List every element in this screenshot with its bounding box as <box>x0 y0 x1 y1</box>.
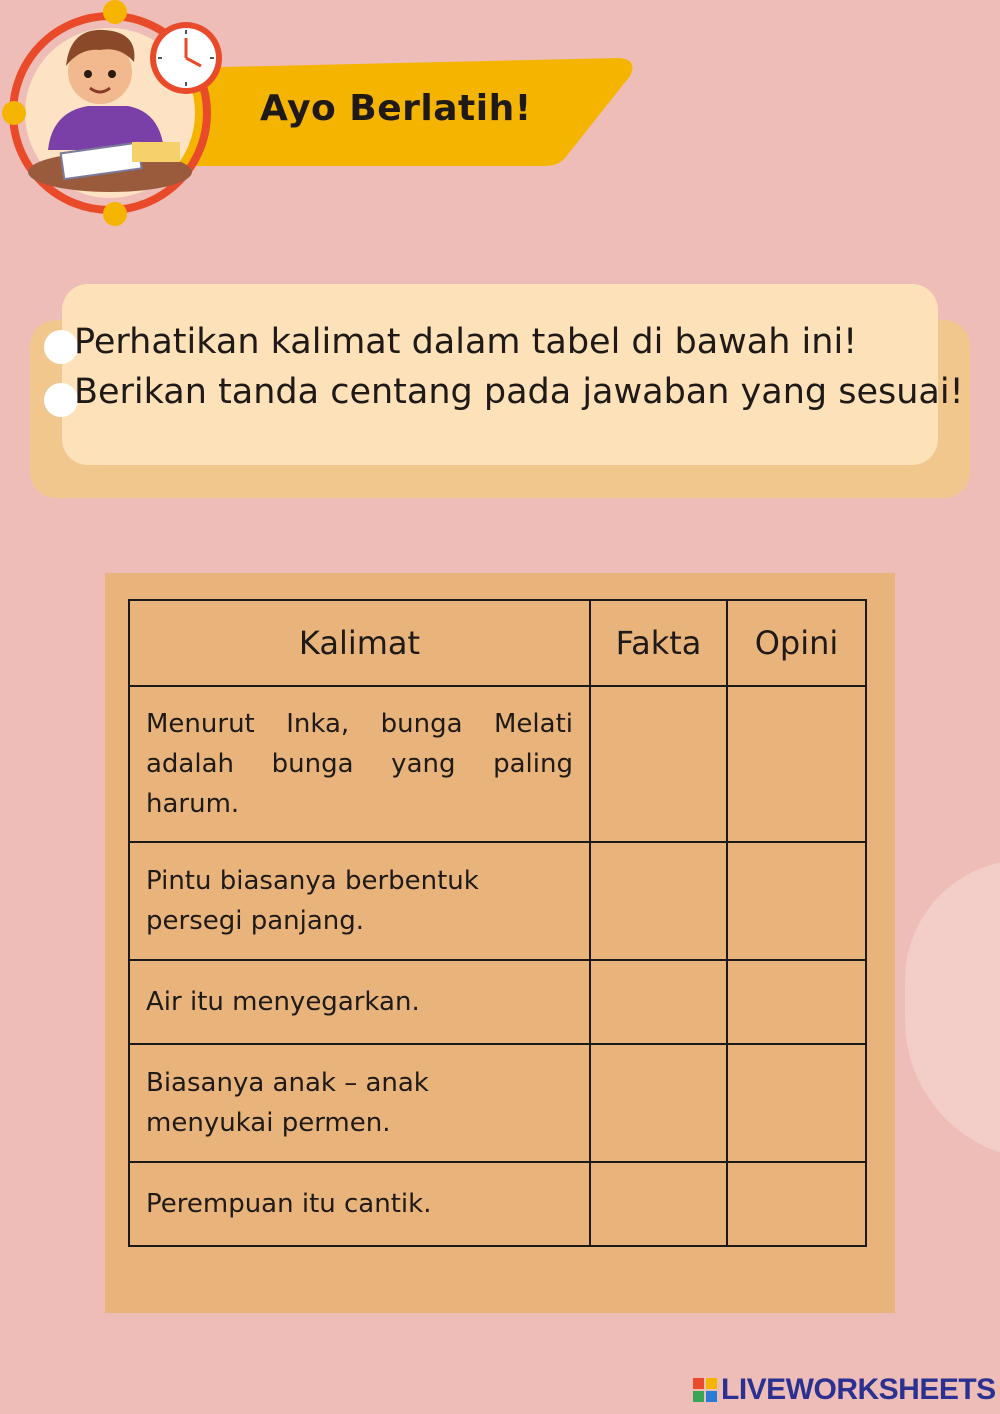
table-row <box>129 842 866 960</box>
page-title: Ayo Berlatih! <box>260 88 532 129</box>
brand-name: LIVEWORKSHEETS <box>721 1373 996 1406</box>
fakta-checkbox-cell[interactable] <box>590 1162 727 1246</box>
sentence-cell: Air itu menyegarkan. <box>129 960 590 1044</box>
header-opini: Opini <box>727 600 866 686</box>
table-row <box>129 960 866 1044</box>
opini-checkbox-cell[interactable] <box>727 686 866 842</box>
opini-checkbox-cell[interactable] <box>727 842 866 960</box>
opini-checkbox-cell[interactable] <box>727 960 866 1044</box>
instruction-line-2: Berikan tanda centang pada jawaban yang sesuai! <box>74 372 964 412</box>
instruction-line-1: Perhatikan kalimat dalam tabel di bawah ini! <box>74 322 858 362</box>
header-kalimat: Kalimat <box>129 600 590 686</box>
fakta-checkbox-cell[interactable] <box>590 960 727 1044</box>
liveworksheets-brand[interactable] <box>693 1372 996 1408</box>
fact-opinion-table <box>128 599 867 1247</box>
fakta-checkbox-cell[interactable] <box>590 686 727 842</box>
decorative-blob <box>905 860 1000 1160</box>
sentence-cell: Pintu biasanya berbentuk persegi panjang. <box>129 842 590 960</box>
sentence-cell: Biasanya anak – anak menyukai permen. <box>129 1044 590 1162</box>
bullet-dot <box>44 330 78 364</box>
sentence-cell: Menurut Inka, bunga Melati adalah bunga yang paling harum. <box>129 686 590 842</box>
bullet-dot <box>44 383 78 417</box>
opini-checkbox-cell[interactable] <box>727 1044 866 1162</box>
clock-icon <box>146 18 226 98</box>
table-row <box>129 686 866 842</box>
liveworksheets-logo-icon <box>693 1378 717 1402</box>
table-row <box>129 1162 866 1246</box>
table-row <box>129 1044 866 1162</box>
fakta-checkbox-cell[interactable] <box>590 1044 727 1162</box>
fakta-checkbox-cell[interactable] <box>590 842 727 960</box>
header-fakta: Fakta <box>590 600 727 686</box>
opini-checkbox-cell[interactable] <box>727 1162 866 1246</box>
sentence-cell: Perempuan itu cantik. <box>129 1162 590 1246</box>
